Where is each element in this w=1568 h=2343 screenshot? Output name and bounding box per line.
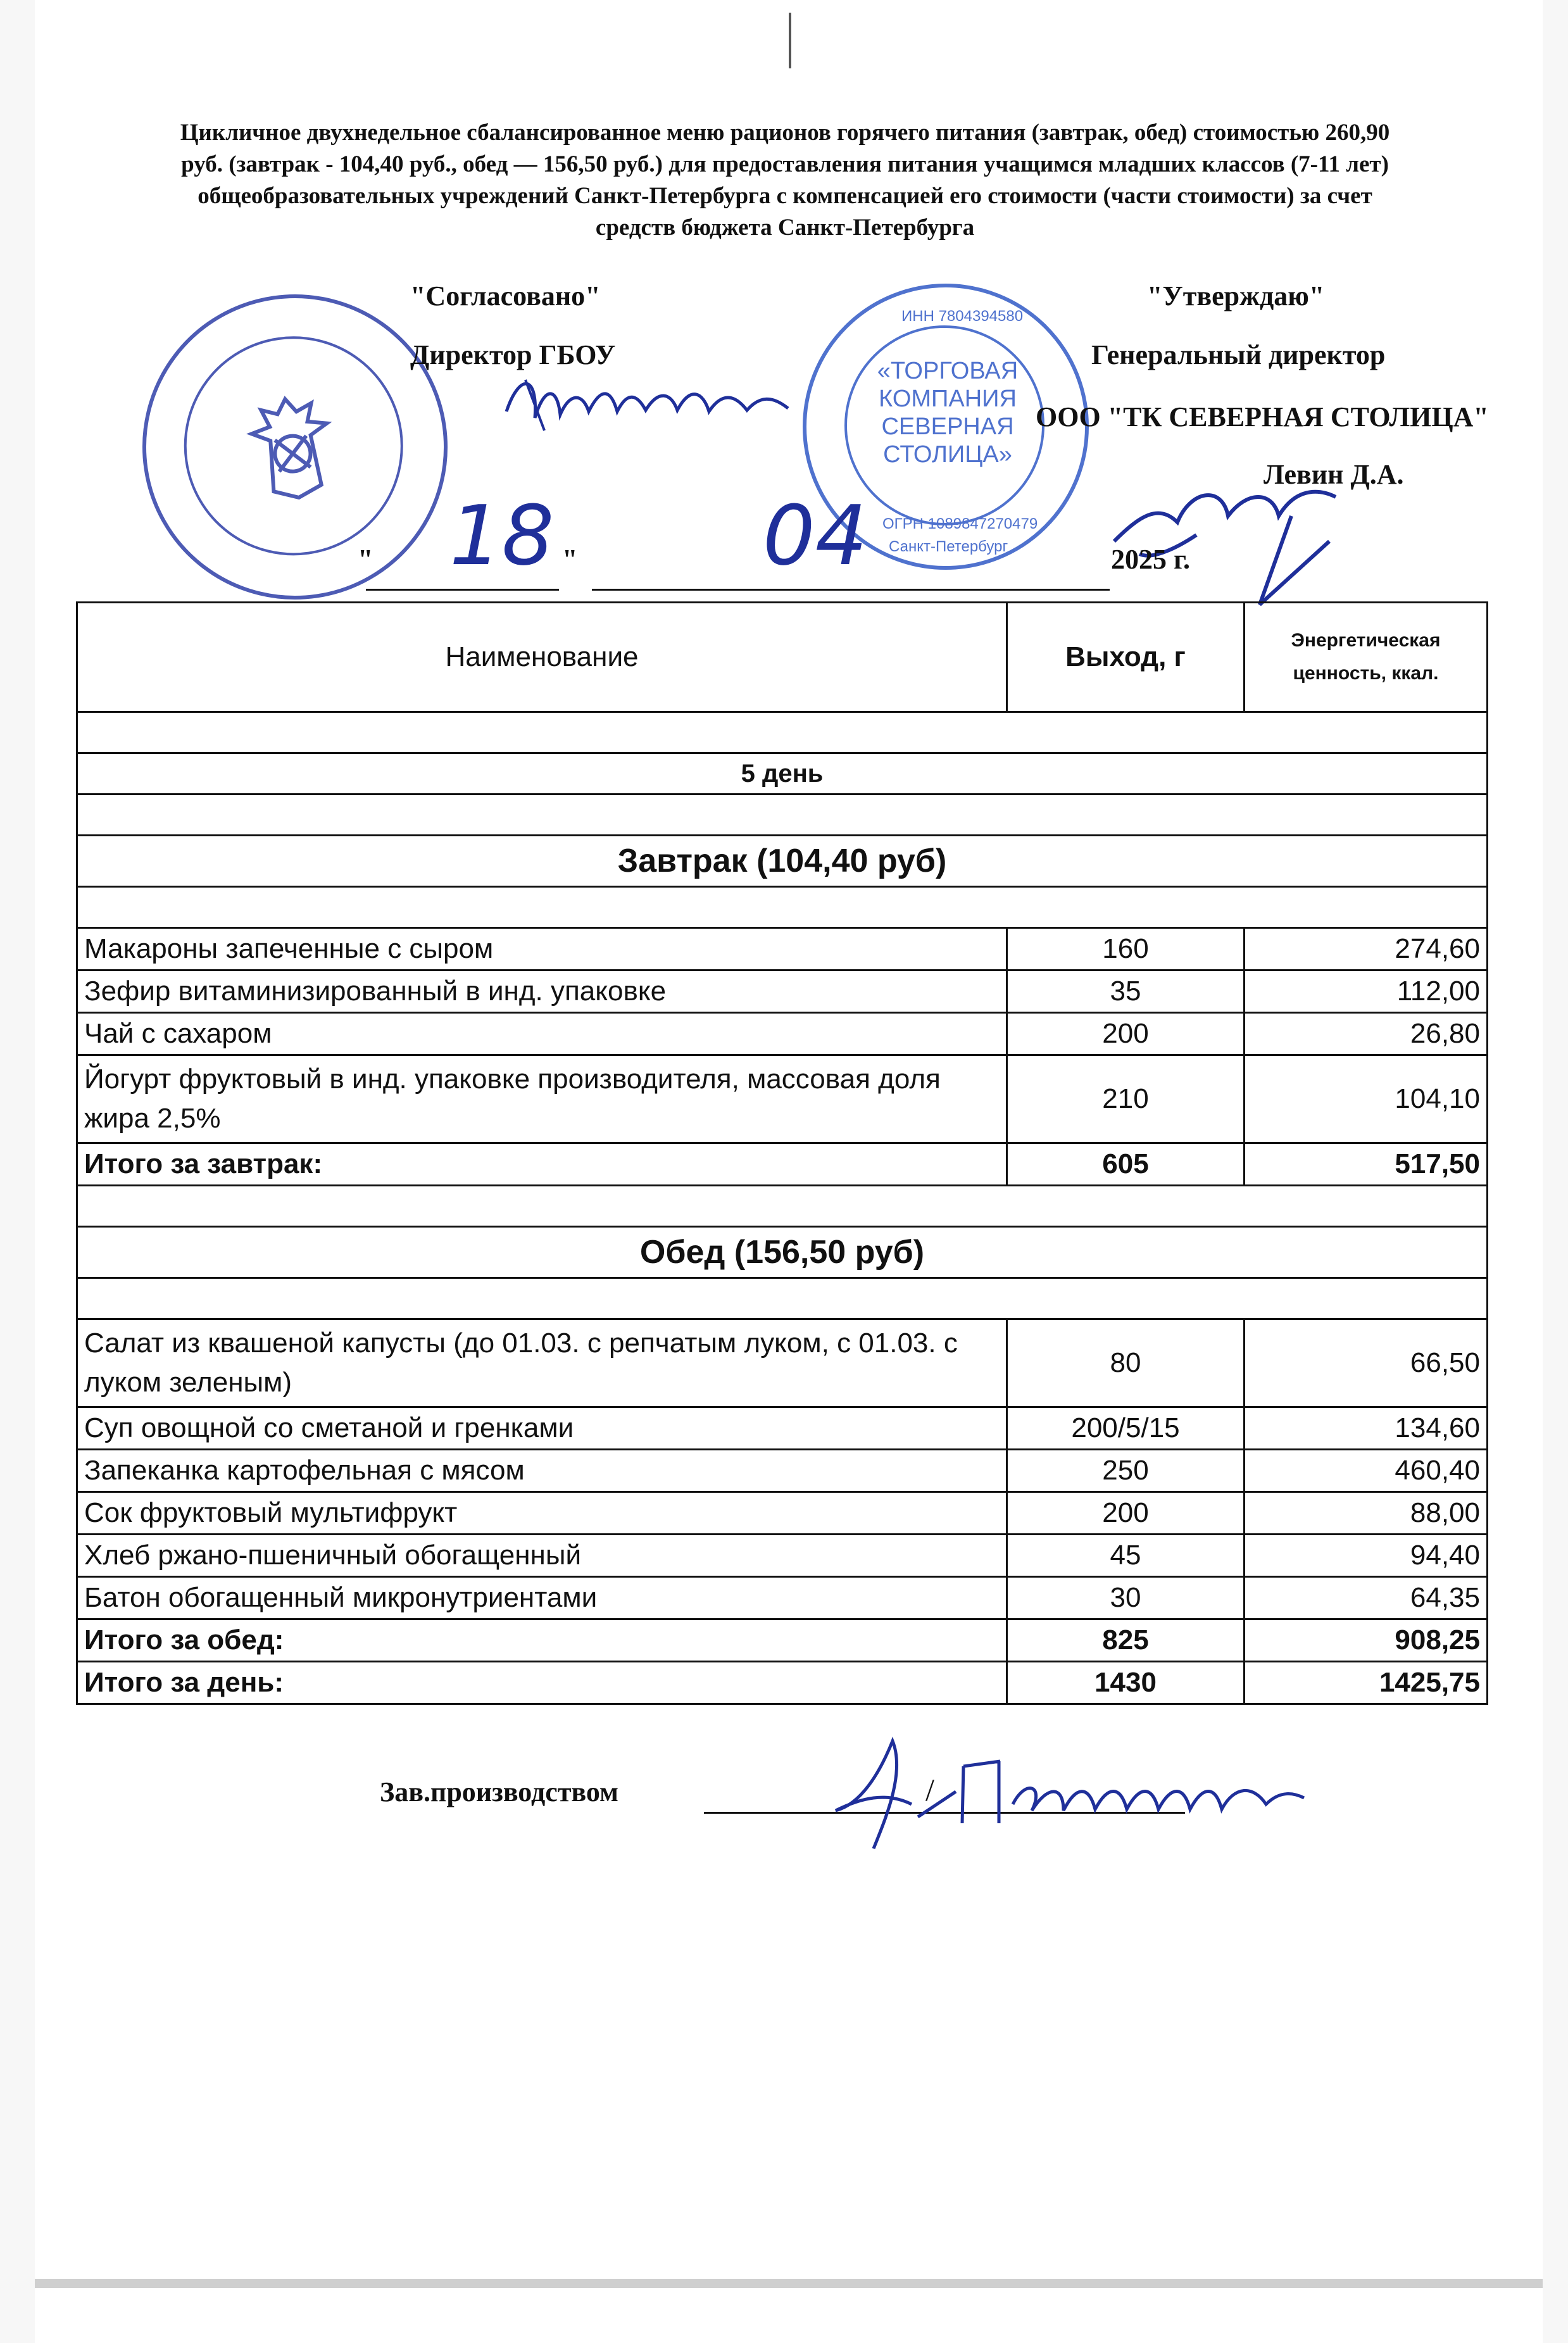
total-label: Итого за обед: (77, 1619, 1007, 1662)
breakfast-title: Завтрак (104,40 руб) (77, 836, 1488, 887)
spacer-row (77, 887, 1488, 928)
table-row (77, 1577, 1488, 1619)
scan-bottom-band (35, 2279, 1543, 2288)
total-energy: 1425,75 (1245, 1662, 1488, 1704)
date-close-quote: " (562, 544, 578, 575)
table-header-row (77, 603, 1488, 712)
item-name: Йогурт фруктовый в инд. упаковке производителя, массовая доля жира 2,5% (77, 1055, 1007, 1143)
table-row (77, 1535, 1488, 1577)
agreed-heading: "Согласовано" (410, 280, 601, 311)
item-energy: 460,40 (1245, 1450, 1488, 1492)
item-energy: 66,50 (1245, 1319, 1488, 1407)
date-day-underline (366, 589, 559, 591)
approve-role: Генеральный директор (1091, 339, 1386, 370)
table-row (77, 928, 1488, 970)
stamp-company-name (856, 357, 1039, 468)
header-name: Наименование (77, 603, 1007, 712)
item-name: Хлеб ржано-пшеничный обогащенный (77, 1535, 1007, 1577)
item-yield: 210 (1007, 1055, 1245, 1143)
item-yield: 200/5/15 (1007, 1407, 1245, 1450)
table-row (77, 1013, 1488, 1055)
scan-fold-mark (789, 13, 791, 68)
item-energy: 88,00 (1245, 1492, 1488, 1535)
signature-separator: / (925, 1772, 934, 1807)
title-line: руб. (завтрак - 104,40 руб., обед — 156,50 руб.) для предоставления питания учащимся младших классов (7-11 лет) (181, 151, 1389, 177)
title-line: общеобразовательных учреждений Санкт-Петербурга с компенсацией его стоимости (части стоимости) за счет (198, 183, 1372, 209)
item-name: Зефир витаминизированный в инд. упаковке (77, 970, 1007, 1013)
director-signature (500, 361, 804, 443)
total-yield: 825 (1007, 1619, 1245, 1662)
general-director-signature (1101, 446, 1367, 611)
item-energy: 104,10 (1245, 1055, 1488, 1143)
lunch-title-row (77, 1227, 1488, 1278)
production-manager-signature (798, 1722, 1317, 1861)
day-row (77, 753, 1488, 795)
breakfast-total-row (77, 1143, 1488, 1186)
title-line: Цикличное двухнедельное сбалансированное меню рационов горячего питания (завтрак, обед) стоимостью 260,90 (180, 120, 1390, 146)
spacer-row (77, 1186, 1488, 1227)
breakfast-title-row (77, 836, 1488, 887)
stamp-line: СЕВЕРНАЯ (881, 413, 1014, 440)
item-yield: 160 (1007, 928, 1245, 970)
item-name: Чай с сахаром (77, 1013, 1007, 1055)
date-open-quote: " (358, 544, 373, 575)
item-name: Батон обогащенный микронутриентами (77, 1577, 1007, 1619)
production-manager-label: Зав.производством (380, 1776, 619, 1807)
stamp-inn: ИНН 7804394580 (901, 308, 1024, 325)
item-energy: 274,60 (1245, 928, 1488, 970)
item-energy: 112,00 (1245, 970, 1488, 1013)
total-yield: 1430 (1007, 1662, 1245, 1704)
item-energy: 94,40 (1245, 1535, 1488, 1577)
item-yield: 80 (1007, 1319, 1245, 1407)
item-yield: 200 (1007, 1013, 1245, 1055)
item-name: Макароны запеченные с сыром (77, 928, 1007, 970)
lunch-title: Обед (156,50 руб) (77, 1227, 1488, 1278)
table-row (77, 1319, 1488, 1407)
stamp-city: Санкт-Петербург (889, 538, 1008, 555)
item-yield: 250 (1007, 1450, 1245, 1492)
coat-of-arms-icon (234, 387, 349, 508)
total-yield: 605 (1007, 1143, 1245, 1186)
item-name: Запеканка картофельная с мясом (77, 1450, 1007, 1492)
spacer-row (77, 712, 1488, 753)
item-yield: 30 (1007, 1577, 1245, 1619)
date-month-underline (592, 589, 1110, 591)
agreed-role: Директор ГБОУ (410, 339, 616, 370)
item-yield: 35 (1007, 970, 1245, 1013)
item-energy: 134,60 (1245, 1407, 1488, 1450)
item-energy: 64,35 (1245, 1577, 1488, 1619)
spacer-row (77, 795, 1488, 836)
stamp-line: КОМПАНИЯ (879, 386, 1017, 412)
total-energy: 908,25 (1245, 1619, 1488, 1662)
date-day: 18 (449, 487, 555, 584)
title-line: средств бюджета Санкт-Петербурга (595, 215, 975, 241)
day-label: 5 день (77, 753, 1488, 795)
day-total-row (77, 1662, 1488, 1704)
table-row (77, 1055, 1488, 1143)
header-energy: Энергетическая ценность, ккал. (1245, 603, 1488, 712)
header-yield: Выход, г (1007, 603, 1245, 712)
total-label: Итого за завтрак: (77, 1143, 1007, 1186)
date-month: 04 (763, 487, 868, 584)
spacer-row (77, 1278, 1488, 1319)
menu-table (76, 601, 1488, 1705)
table-row (77, 1407, 1488, 1450)
date-year: 2025 г. (1111, 544, 1191, 575)
approve-signatory-name: Левин Д.А. (1264, 459, 1404, 490)
item-yield: 200 (1007, 1492, 1245, 1535)
table-row (77, 970, 1488, 1013)
lunch-total-row (77, 1619, 1488, 1662)
item-name: Суп овощной со сметаной и гренками (77, 1407, 1007, 1450)
total-label: Итого за день: (77, 1662, 1007, 1704)
table-row (77, 1492, 1488, 1535)
document-title (82, 117, 1488, 244)
stamp-ogrn: ОГРН 1089847270479 (882, 515, 1038, 532)
approve-heading: "Утверждаю" (1147, 280, 1325, 311)
table-row (77, 1450, 1488, 1492)
stamp-line: СТОЛИЦА» (883, 441, 1012, 468)
item-name: Сок фруктовый мультифрукт (77, 1492, 1007, 1535)
item-yield: 45 (1007, 1535, 1245, 1577)
stamp-line: «ТОРГОВАЯ (877, 358, 1019, 384)
total-energy: 517,50 (1245, 1143, 1488, 1186)
approve-organization: ООО "ТК СЕВЕРНАЯ СТОЛИЦА" (1036, 401, 1489, 432)
item-name: Салат из квашеной капусты (до 01.03. с репчатым луком, с 01.03. с луком зеленым) (77, 1319, 1007, 1407)
item-energy: 26,80 (1245, 1013, 1488, 1055)
